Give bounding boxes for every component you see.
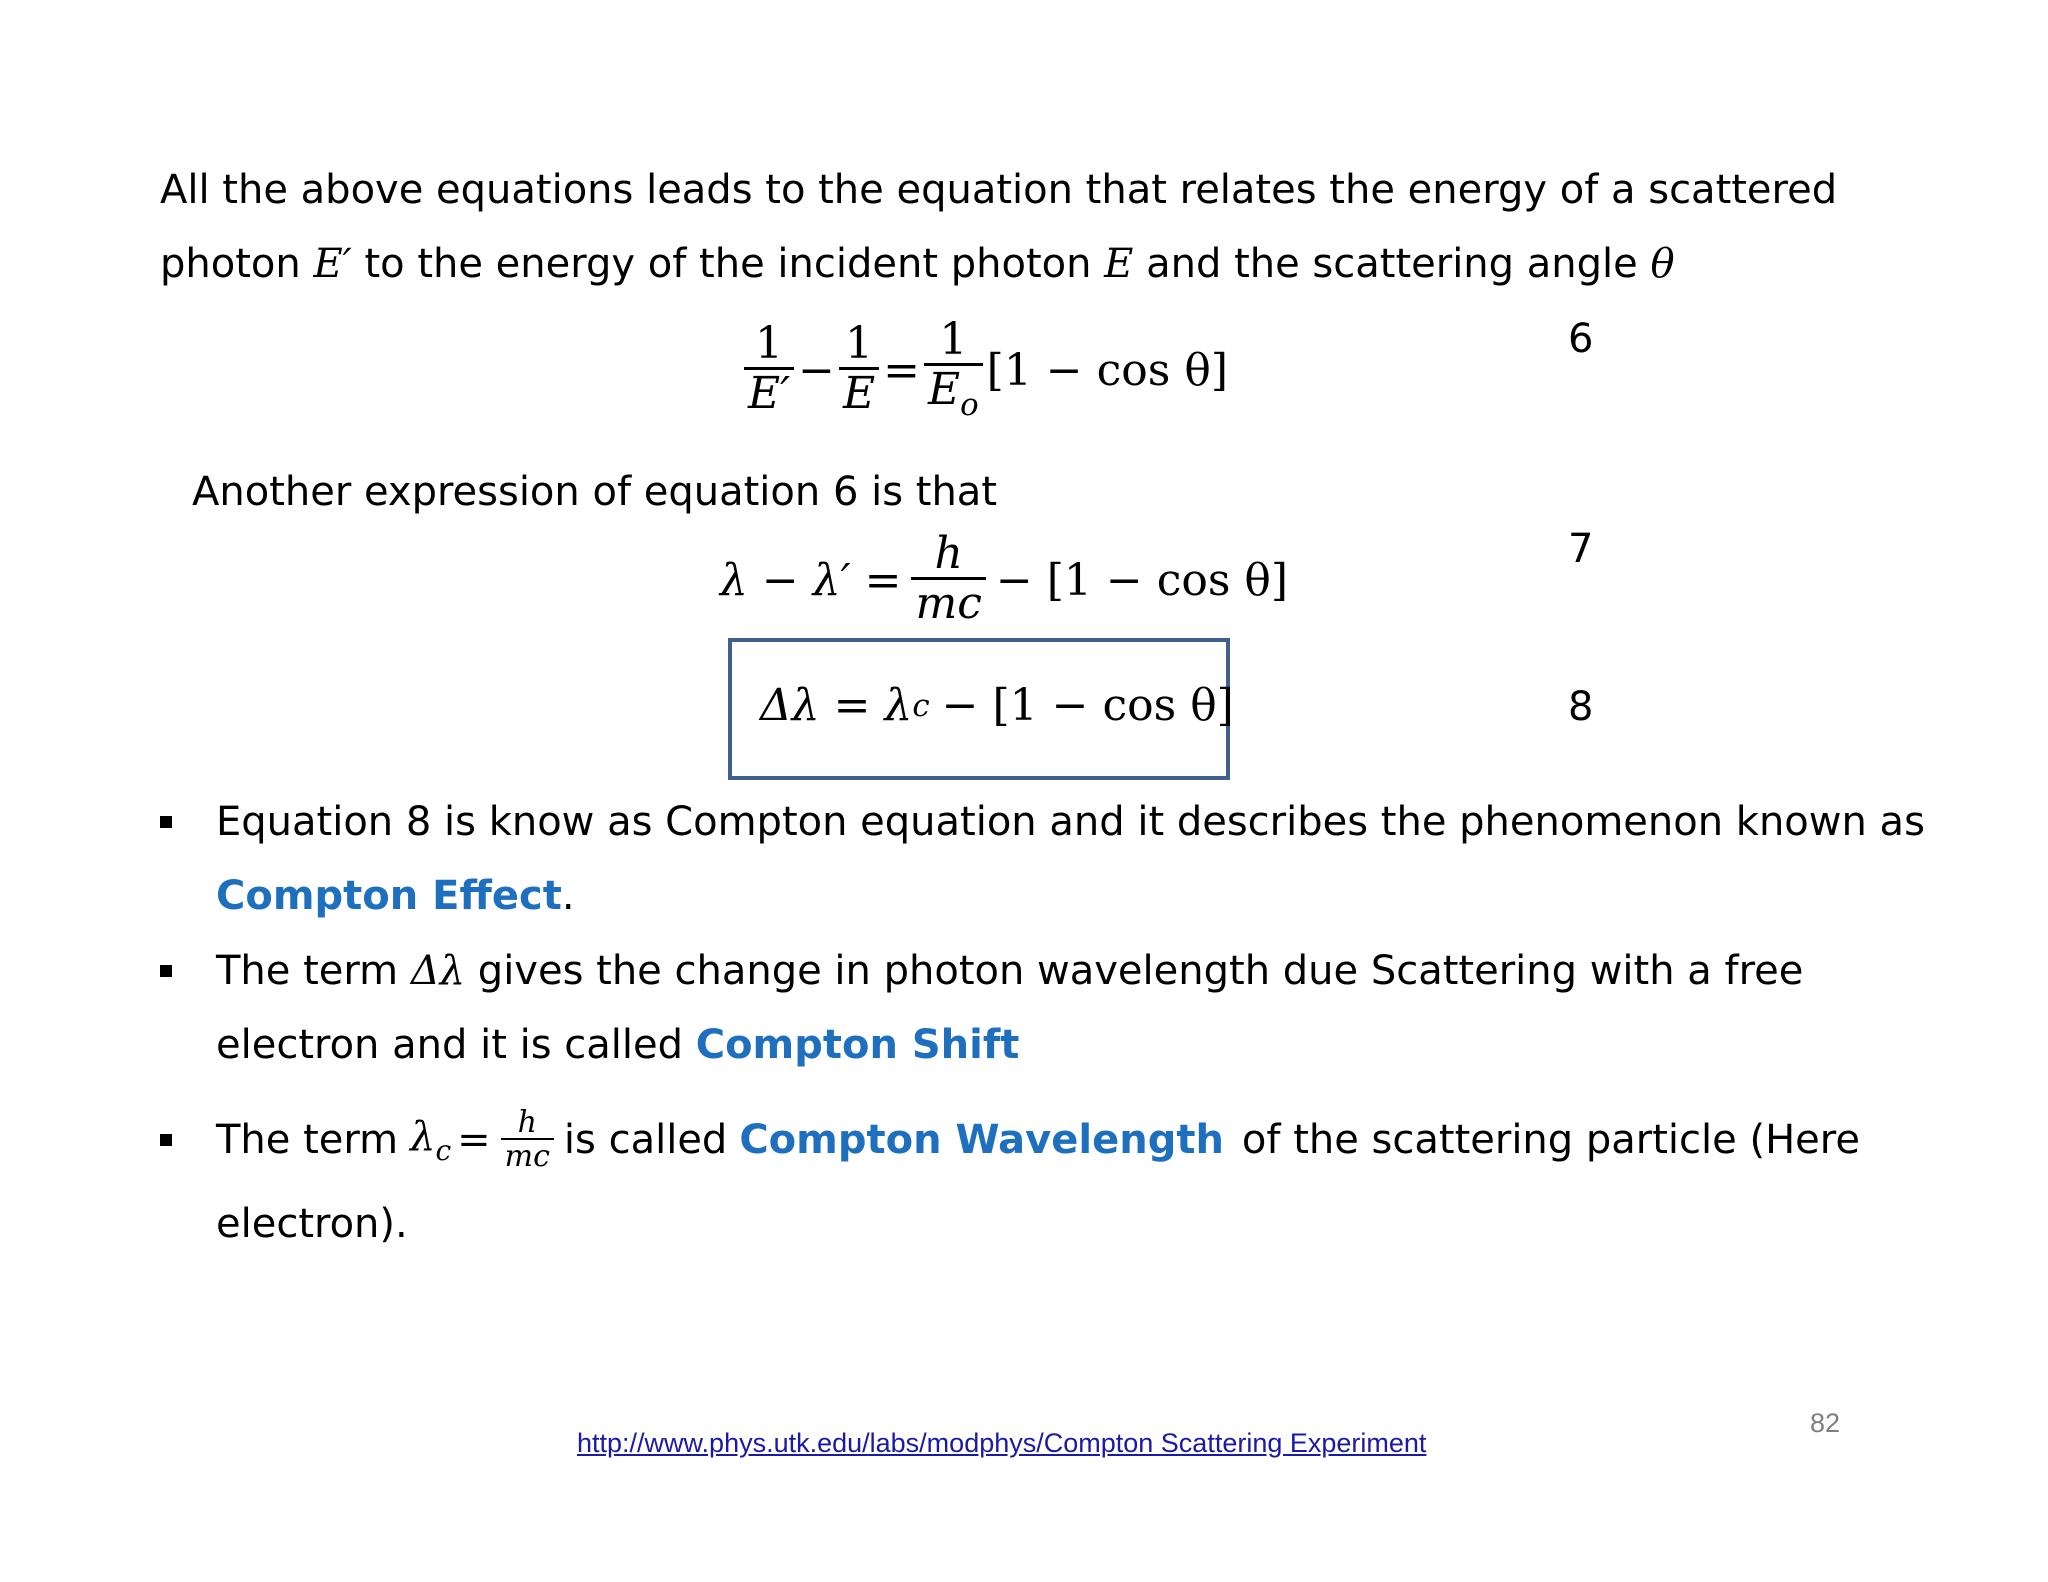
var-e-prime: E′ — [313, 241, 352, 287]
var-lambda-c — [410, 1113, 451, 1167]
bullet-3-line-2: electron). — [216, 1201, 408, 1247]
equation-number-6: 6 — [1568, 316, 1594, 362]
eq6-frac-2 — [839, 318, 879, 420]
intro-text-2b: to the energy of the incident photon — [364, 241, 1092, 287]
source-link[interactable]: http://www.phys.utk.edu/labs/modphys/Compton Scattering Experiment — [577, 1428, 1427, 1458]
bullet-1-line-2 — [216, 872, 575, 920]
bullet-icon — [160, 816, 172, 828]
page-number: 82 — [1810, 1408, 1841, 1438]
var-lambda-sub: c — [435, 1133, 452, 1167]
bullet-icon — [160, 1134, 172, 1146]
equation-number-8: 8 — [1568, 684, 1594, 730]
equation-7 — [720, 515, 1288, 645]
eq8-lhs: Δλ = λ — [760, 680, 913, 731]
bullet-1-line-1: Equation 8 is know as Compton equation and it describes the phenomenon known as — [216, 799, 1925, 845]
bullet-3-line-1 — [216, 1100, 1860, 1180]
eq6-den-3-main: E — [927, 364, 961, 416]
bullet-2-line-2 — [216, 1021, 1019, 1069]
eq6-equals: = — [883, 344, 920, 396]
var-delta-lambda: Δλ — [410, 948, 466, 994]
eq7-num: h — [934, 528, 963, 580]
bullet-3-text-b: is called — [563, 1117, 728, 1163]
bullet-icon — [160, 965, 172, 977]
bullet-2-text-line2: electron and it is called — [216, 1022, 683, 1068]
bullet-3-equals: = — [457, 1117, 491, 1163]
var-lambda-main: λ — [410, 1113, 436, 1160]
eq7-den: mc — [911, 577, 985, 628]
intro-line-2 — [160, 240, 1675, 288]
compton-shift-term: Compton Shift — [695, 1022, 1020, 1068]
eq6-frac-3 — [924, 314, 983, 424]
bullet-3-num: h — [517, 1104, 537, 1140]
bullet-2-line-1 — [216, 947, 1803, 995]
eq6-num-2: 1 — [845, 318, 874, 370]
eq6-num-3: 1 — [939, 314, 968, 366]
bullet-3-text-a: The term — [216, 1117, 399, 1163]
eq6-den-1: E′ — [744, 367, 794, 418]
eq6-num-1: 1 — [755, 318, 784, 370]
equation-number-7: 7 — [1568, 526, 1594, 572]
intro-line-1 — [160, 166, 1837, 214]
eq6-den-3-sub: o — [960, 387, 979, 424]
bullet-3-den: mc — [501, 1138, 554, 1173]
eq6-bracket: [1 − cos θ] — [986, 344, 1229, 396]
bullet-3-text-c: of the scattering particle (Here — [1241, 1117, 1860, 1163]
compton-effect-term: Compton Effect — [216, 873, 562, 919]
eq6-den-3 — [924, 363, 983, 423]
bullet-2-text-a: The term — [216, 948, 399, 994]
intro-text-2a: photon — [160, 241, 301, 287]
bullet-2-text-b: gives the change in photon wavelength due Scattering with a free — [477, 948, 1804, 994]
intro-text-1: All the above equations leads to the equation that relates the energy of a scattered — [160, 167, 1838, 213]
bullet-3-frac — [501, 1104, 554, 1175]
eq8-rhs: − [1 − cos θ] — [941, 680, 1234, 731]
equation-8 — [760, 680, 1234, 731]
eq6-frac-1 — [744, 318, 794, 420]
intro-text-2c: and the scattering angle — [1146, 241, 1638, 287]
equation-6 — [740, 305, 1228, 435]
eq7-frac — [911, 528, 985, 630]
eq6-den-2: E — [839, 367, 879, 418]
compton-wavelength-term: Compton Wavelength — [739, 1117, 1224, 1163]
eq7-lhs: λ − λ′ = — [720, 554, 902, 606]
another-expression-text: Another expression of equation 6 is that — [192, 469, 997, 515]
eq8-sub: c — [912, 687, 930, 724]
eq7-rhs: − [1 − cos θ] — [995, 554, 1289, 606]
eq6-minus: − — [798, 344, 835, 396]
var-e: E — [1104, 241, 1134, 287]
var-theta: θ — [1650, 241, 1675, 287]
bullet-1-tail: . — [561, 873, 575, 919]
